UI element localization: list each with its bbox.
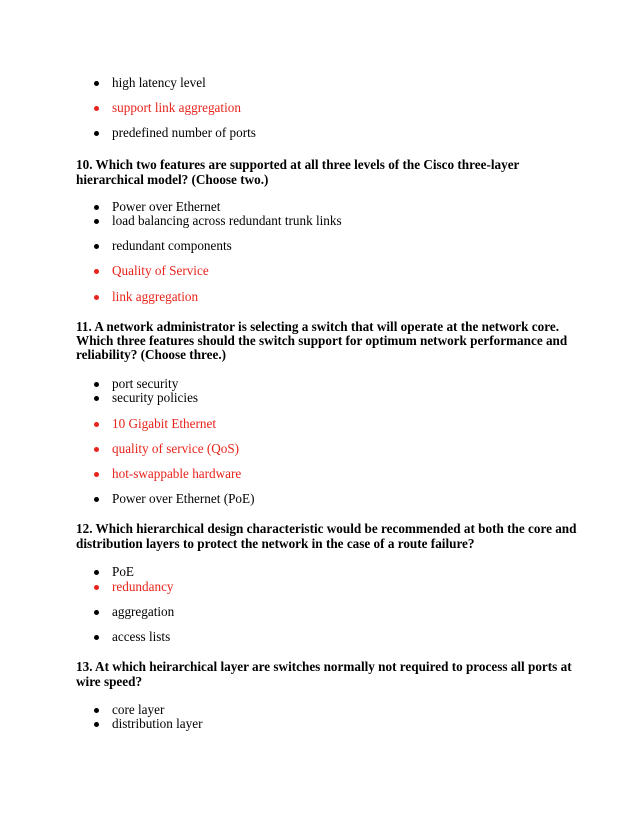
question-text: reliability? (Choose three.)	[76, 347, 227, 362]
option-item-correct: hot-swappable hardware	[112, 466, 242, 481]
bullet-icon	[94, 610, 99, 615]
bullet-icon	[94, 585, 99, 590]
option-item-correct: Quality of Service	[112, 263, 209, 278]
bullet-icon	[94, 269, 99, 274]
option-item: security policies	[112, 390, 199, 405]
bullet-icon	[94, 722, 99, 727]
bullet-icon	[94, 219, 99, 224]
option-item-correct: link aggregation	[112, 289, 199, 304]
option-item-correct: support link aggregation	[112, 100, 241, 115]
option-item: predefined number of ports	[112, 125, 256, 140]
option-item: Power over Ethernet	[112, 199, 221, 214]
bullet-icon	[94, 447, 99, 452]
question-text: Which three features should the switch support for optimum network performance and	[76, 333, 568, 348]
question-text: 12. Which hierarchical design characteristic would be recommended at both the core and	[76, 521, 577, 536]
option-item: port security	[112, 376, 179, 391]
option-item: access lists	[112, 629, 171, 644]
question-text: wire speed?	[76, 674, 143, 689]
option-item: distribution layer	[112, 716, 203, 731]
question-text: 10. Which two features are supported at all three levels of the Cisco three-layer	[76, 157, 520, 172]
question-text: 13. At which heirarchical layer are switches normally not required to process all ports at	[76, 659, 572, 674]
question-text: distribution layers to protect the network in the case of a route failure?	[76, 536, 475, 551]
bullet-icon	[94, 106, 99, 111]
option-item: high latency level	[112, 75, 206, 90]
option-item: load balancing across redundant trunk links	[112, 213, 342, 228]
question-text: 11. A network administrator is selecting a switch that will operate at the network core.	[76, 319, 559, 334]
option-item-correct: redundancy	[112, 579, 174, 594]
bullet-icon	[94, 570, 99, 575]
bullet-icon	[94, 497, 99, 502]
option-item: PoE	[112, 564, 134, 579]
bullet-icon	[94, 205, 99, 210]
bullet-icon	[94, 244, 99, 249]
bullet-icon	[94, 81, 99, 86]
bullet-icon	[94, 295, 99, 300]
bullet-icon	[94, 382, 99, 387]
bullet-icon	[94, 635, 99, 640]
option-item: redundant components	[112, 238, 232, 253]
option-item-correct: 10 Gigabit Ethernet	[112, 416, 217, 431]
bullet-icon	[94, 422, 99, 427]
option-item: Power over Ethernet (PoE)	[112, 491, 255, 506]
option-item: core layer	[112, 702, 165, 717]
question-text: hierarchical model? (Choose two.)	[76, 172, 269, 187]
bullet-icon	[94, 131, 99, 136]
bullet-icon	[94, 472, 99, 477]
option-item-correct: quality of service (QoS)	[112, 441, 240, 456]
bullet-icon	[94, 708, 99, 713]
bullet-icon	[94, 396, 99, 401]
option-item: aggregation	[112, 604, 175, 619]
